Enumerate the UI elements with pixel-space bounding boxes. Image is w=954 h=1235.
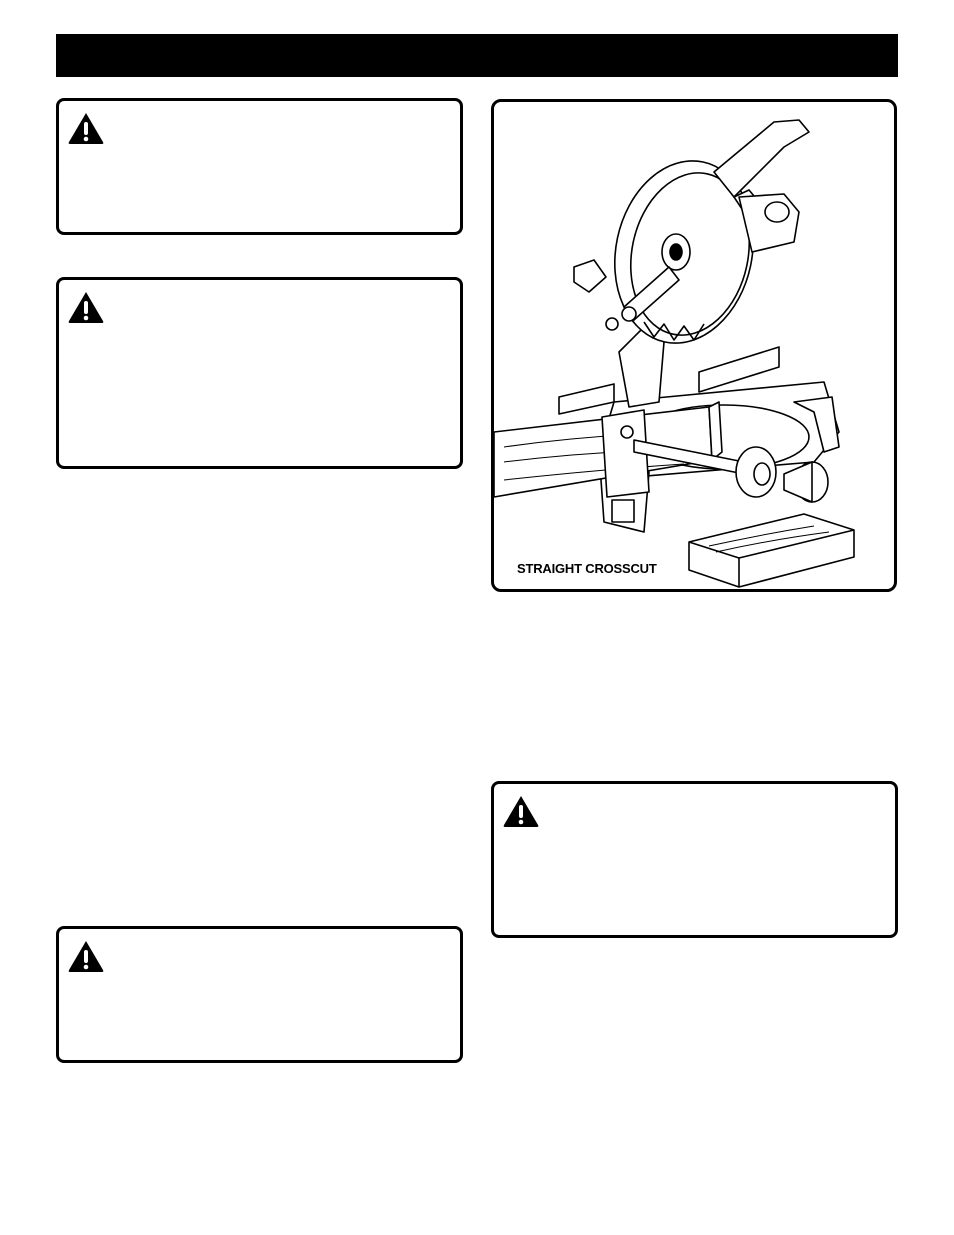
figure-caption: STRAIGHT CROSSCUT bbox=[517, 561, 657, 576]
warning-triangle-icon bbox=[67, 939, 105, 973]
warning-triangle-icon bbox=[67, 111, 105, 145]
section-header-bar bbox=[56, 34, 898, 77]
warning-box-1 bbox=[56, 98, 463, 235]
straight-crosscut-figure bbox=[491, 99, 897, 592]
warning-triangle-icon bbox=[67, 290, 105, 324]
warning-box-2 bbox=[56, 277, 463, 469]
miter-saw-illustration bbox=[494, 102, 894, 589]
warning-box-4 bbox=[491, 781, 898, 938]
warning-box-3 bbox=[56, 926, 463, 1063]
warning-triangle-icon bbox=[502, 794, 540, 828]
